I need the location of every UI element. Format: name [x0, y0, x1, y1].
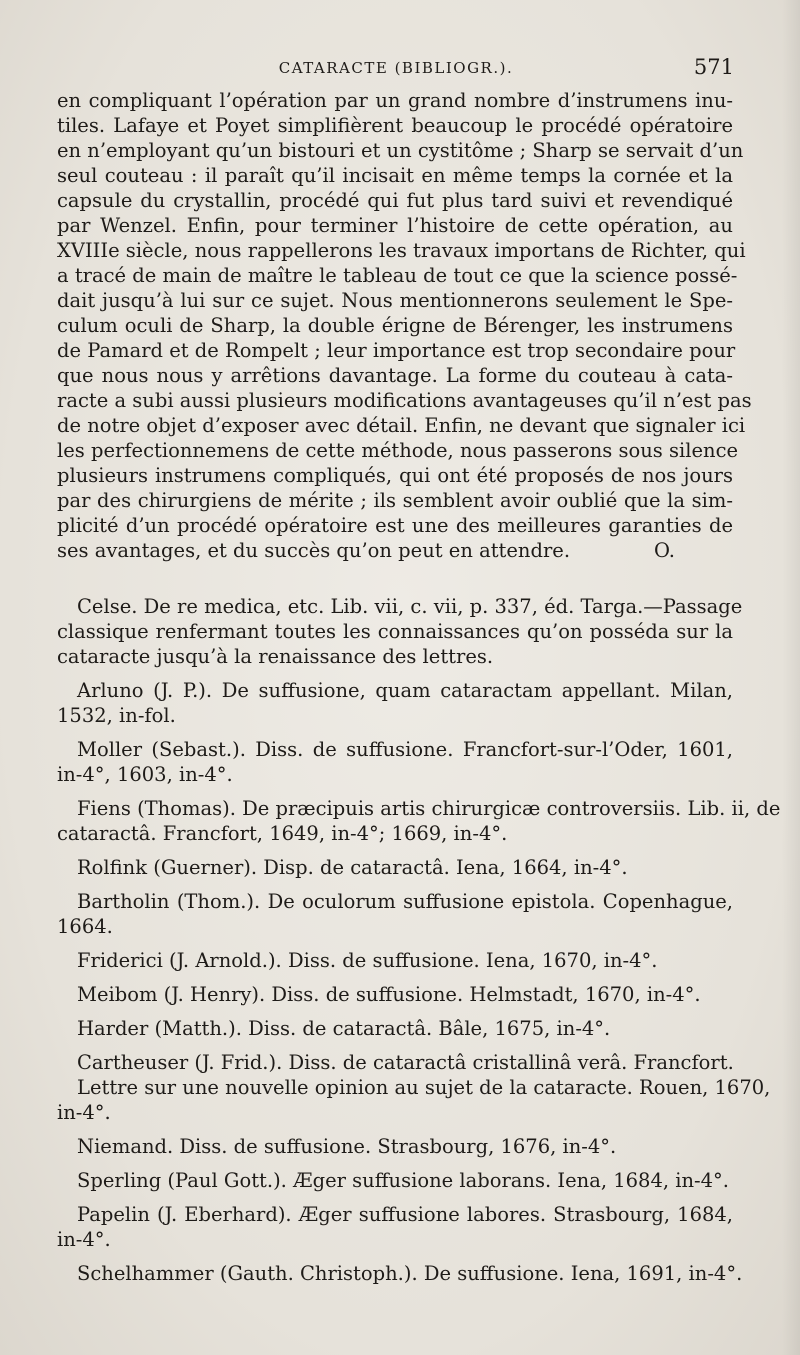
bib-line: 1532, in-fol. — [57, 704, 176, 727]
bibliography — [57, 594, 781, 1295]
text-line: en compliquant l’opération par un grand nombre d’instrumens inu- — [57, 89, 733, 112]
bib-line: classique renfermant toutes les connaissances qu’on posséda sur la — [57, 620, 733, 643]
bib-line: in-4°. — [57, 1101, 111, 1124]
bib-entry — [57, 796, 781, 846]
author-signature: O. — [653, 539, 675, 562]
bib-line: Rolfink (Guerner). Disp. de cataractâ. Iena, 1664, in-4°. — [77, 856, 628, 879]
bib-entry — [57, 737, 733, 787]
bib-line: Moller (Sebast.). Diss. de suffusione. Francfort-sur-l’Oder, 1601, — [77, 738, 733, 761]
text-line: plusieurs instrumens compliqués, qui ont été proposés de nos jours — [57, 464, 733, 487]
running-title: CATARACTE (BIBLIOGR.). — [278, 59, 514, 77]
text-line: les perfectionnemens de cette méthode, nous passerons sous silence — [57, 439, 739, 462]
text-line: seul couteau : il paraît qu’il incisait en même temps la cornée et la — [57, 164, 733, 187]
bib-entry — [57, 1261, 743, 1286]
bib-line: Friderici (J. Arnold.). Diss. de suffusione. Iena, 1670, in-4°. — [77, 949, 658, 972]
text-line: par des chirurgiens de mérite ; ils semblent avoir oublié que la sim- — [57, 489, 733, 512]
text-line: tiles. Lafaye et Poyet simplifièrent beaucoup le procédé opératoire — [57, 114, 733, 137]
page-edge-shadow — [782, 0, 800, 1355]
page-number: 571 — [693, 55, 734, 79]
bib-line: Niemand. Diss. de suffusione. Strasbourg, 1676, in-4°. — [77, 1135, 617, 1158]
bib-entry — [57, 594, 743, 669]
bib-entry — [57, 1050, 771, 1125]
bib-entry — [57, 855, 733, 880]
bib-line: Papelin (J. Eberhard). Æger suffusione labores. Strasbourg, 1684, — [77, 1203, 733, 1226]
bib-entry — [57, 1168, 733, 1193]
text-line: de notre objet d’exposer avec détail. Enfin, ne devant que signaler ici — [57, 414, 746, 437]
bib-line: Fiens (Thomas). De præcipuis artis chirurgicæ controversiis. Lib. ii, de — [77, 797, 781, 820]
bib-line: Celse. De re medica, etc. Lib. vii, c. vii, p. 337, éd. Targa.—Passage — [77, 595, 743, 618]
text-line: dait jusqu’à lui sur ce sujet. Nous mentionnerons seulement le Spe- — [57, 289, 733, 312]
text-line: XVIIIe siècle, nous rappellerons les travaux importans de Richter, qui — [57, 239, 746, 262]
text-line: ses avantages, et du succès qu’on peut en attendre. — [57, 539, 571, 562]
text-line: par Wenzel. Enfin, pour terminer l’histoire de cette opération, au — [57, 214, 733, 237]
bib-line: 1664. — [57, 915, 113, 938]
bib-line: Schelhammer (Gauth. Christoph.). De suffusione. Iena, 1691, in-4°. — [77, 1262, 743, 1285]
page-header — [58, 55, 734, 85]
bib-line: in-4°, 1603, in-4°. — [57, 763, 233, 786]
text-line-last — [57, 538, 733, 563]
bib-line: Lettre sur une nouvelle opinion au sujet de la cataracte. Rouen, 1670, — [77, 1076, 771, 1099]
bib-entry — [57, 948, 733, 973]
bib-line: Meibom (J. Henry). Diss. de suffusione. Helmstadt, 1670, in-4°. — [77, 983, 701, 1006]
bib-line: cataractâ. Francfort, 1649, in-4°; 1669, in-4°. — [57, 822, 508, 845]
text-line: capsule du crystallin, procédé qui fut plus tard suivi et revendiqué — [57, 189, 733, 212]
bib-entry — [57, 1016, 733, 1041]
bib-entry — [57, 1134, 733, 1159]
text-line: racte a subi aussi plusieurs modifications avantageuses qu’il n’est pas — [57, 389, 752, 412]
bib-entry — [57, 982, 733, 1007]
bib-line: in-4°. — [57, 1228, 111, 1251]
bib-entry — [57, 678, 733, 728]
text-line: plicité d’un procédé opératoire est une des meilleures garanties de — [57, 514, 733, 537]
bib-line: cataracte jusqu’à la renaissance des lettres. — [57, 645, 494, 668]
bib-line: Bartholin (Thom.). De oculorum suffusione epistola. Copenhague, — [77, 890, 733, 913]
text-line: a tracé de main de maître le tableau de tout ce que la science possé- — [57, 264, 738, 287]
text-line: en n’employant qu’un bistouri et un cystitôme ; Sharp se servait d’un — [57, 139, 744, 162]
bib-line: Sperling (Paul Gott.). Æger suffusione laborans. Iena, 1684, in-4°. — [77, 1169, 729, 1192]
bib-entry — [57, 1202, 733, 1252]
text-line: de Pamard et de Rompelt ; leur importance est trop secondaire pour — [57, 339, 736, 362]
bib-entry — [57, 889, 733, 939]
text-line: culum oculi de Sharp, la double érigne de Bérenger, les instrumens — [57, 314, 733, 337]
bib-line: Cartheuser (J. Frid.). Diss. de cataractâ cristallinâ verâ. Francfort. — [77, 1051, 734, 1074]
bib-line: Arluno (J. P.). De suffusione, quam cataractam appellant. Milan, — [77, 679, 733, 702]
main-text — [57, 88, 752, 563]
text-line: que nous nous y arrêtions davantage. La forme du couteau à cata- — [57, 364, 733, 387]
bib-line: Harder (Matth.). Diss. de cataractâ. Bâle, 1675, in-4°. — [77, 1017, 611, 1040]
